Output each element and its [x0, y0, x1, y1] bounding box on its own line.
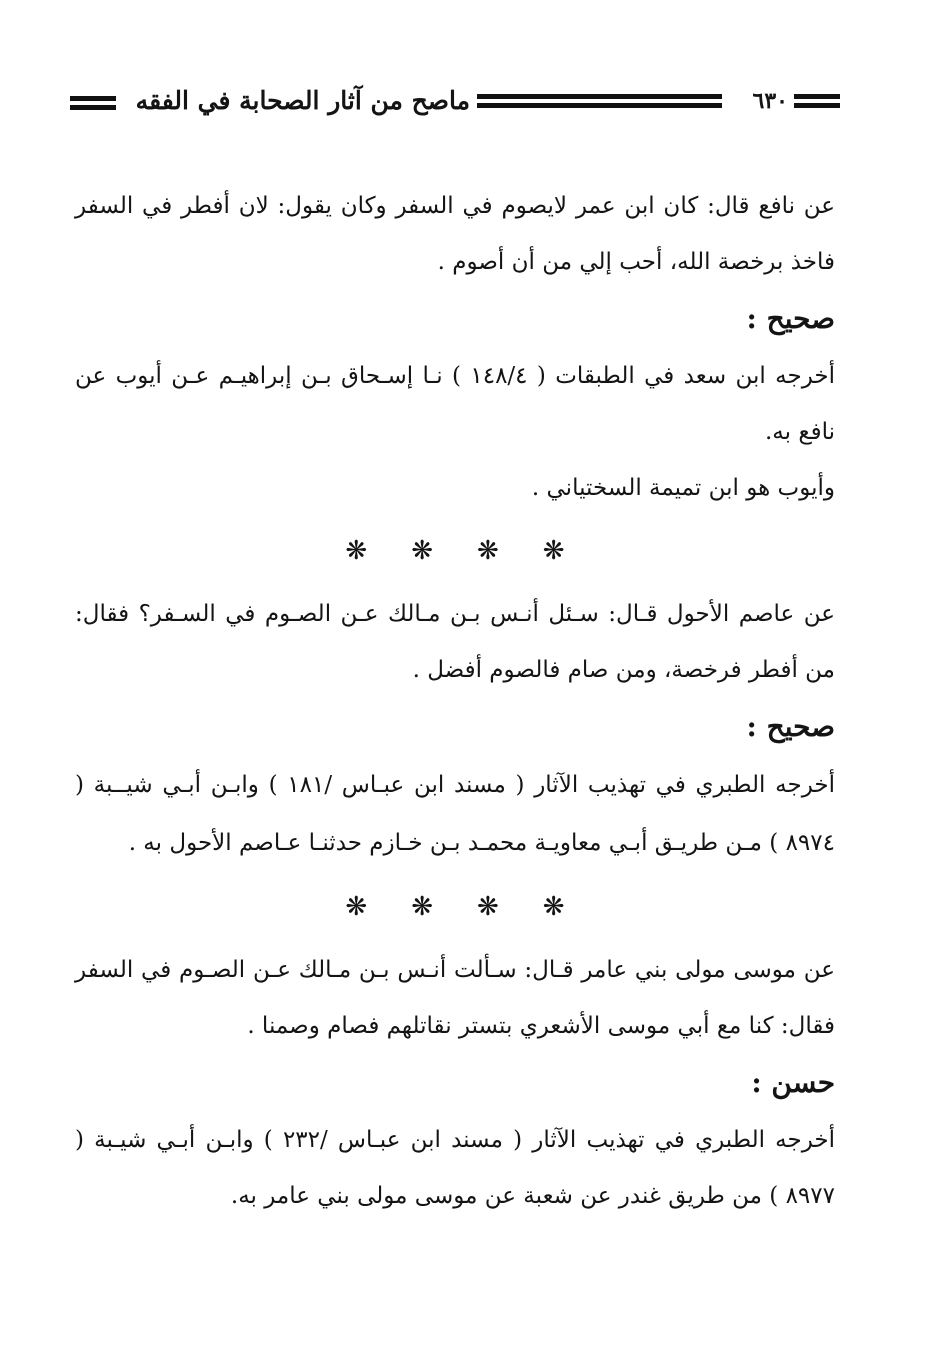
grade-heading: صحيح : — [746, 302, 835, 335]
running-header — [70, 84, 840, 124]
note-paragraph: وأيوب هو ابن تميمة السختياني . — [531, 475, 835, 501]
narration-paragraph: عن عاصم الأحول قـال: سـئل أنـس بـن مـالك عـن الصـوم في السـفر؟ فقال: من أفطر فرخصة، ومن صام فالصوم أفضل . — [75, 601, 835, 683]
section-separator: ❋❋❋❋ — [345, 892, 609, 922]
takhrij-paragraph: أخرجه الطبري في تهذيب الآثار ( مسند ابن عبـاس /١٨١ ) وابـن أبـي شيــبة ( ٨٩٧٤ ) مـن طريـق أبـي معاويـة محمـد بـن خـازم حدثنـا عـاصم الأحول به . — [75, 772, 835, 856]
header-rule-middle — [477, 94, 722, 108]
page-number: ٦٣٠ — [752, 88, 788, 114]
takhrij-paragraph: أخرجه الطبري في تهذيب الآثار ( مسند ابن عبـاس /٢٣٢ ) وابـن أبـي شيـبة ( ٨٩٧٧ ) من طريق غندر عن شعبة عن موسى مولى بني عامر به. — [75, 1127, 835, 1209]
takhrij-paragraph: أخرجه ابن سعد في الطبقات ( ١٤٨/٤ ) نـا إسـحاق بـن إبراهيـم عـن أيوب عن نافع به. — [75, 363, 836, 445]
narration-paragraph: عن موسى مولى بني عامر قـال: سـألت أنـس بـن مـالك عـن الصـوم في السفر فقال: كنا مع أبي موسى الأشعري بتستر نقاتلهم فصام وصمنا . — [75, 957, 835, 1039]
narration-paragraph: عن نافع قال: كان ابن عمر لايصوم في السفر وكان يقول: لان أفطر في السفر فاخذ برخصة الله، أحب إلي من أن أصوم . — [75, 193, 836, 275]
header-rule-right — [794, 94, 840, 108]
page-body — [75, 178, 835, 1224]
section-separator: ❋❋❋❋ — [345, 536, 609, 566]
grade-heading: حسن : — [751, 1066, 835, 1099]
grade-heading: صحيح : — [746, 710, 835, 743]
book-title: ماصح من آثار الصحابة في الفقه — [135, 86, 470, 115]
header-rule-left — [70, 96, 116, 110]
